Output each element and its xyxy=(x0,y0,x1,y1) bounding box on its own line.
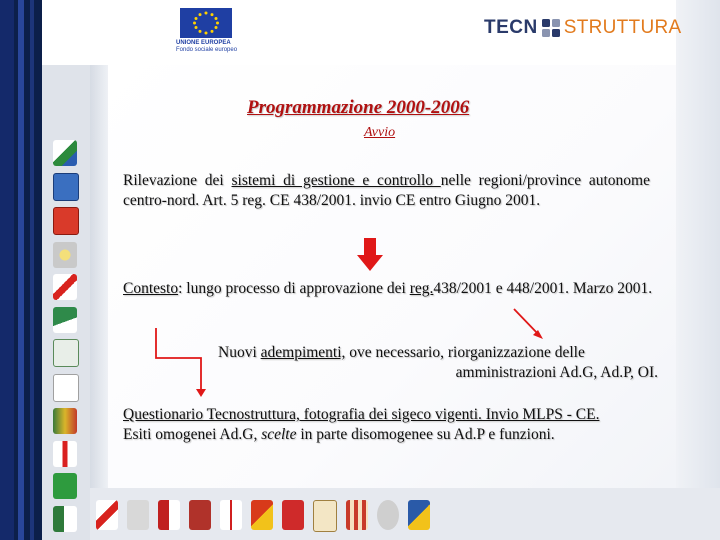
brand-part1: TECN xyxy=(484,17,538,38)
valle-aosta-crest-icon xyxy=(53,242,77,268)
slide-title: Programmazione 2000-2006 xyxy=(247,97,470,118)
p4-line2a: Esiti omogenei Ad.G, xyxy=(123,426,262,443)
molise-crest-icon xyxy=(53,173,79,201)
p3-text-a: Nuovi xyxy=(218,344,261,361)
liguria-crest-icon xyxy=(53,441,77,467)
friuli-crest-icon xyxy=(53,307,77,333)
elbow-arrow-icon xyxy=(156,328,206,397)
toscana-crest-icon xyxy=(53,374,79,402)
p3-text-b: adempimenti, xyxy=(260,344,346,361)
bottom-crests-row xyxy=(96,500,430,534)
p2-label: Contesto xyxy=(123,280,179,297)
slide-subtitle: Avvio xyxy=(364,125,396,140)
brand-part2: STRUTTURA xyxy=(563,17,682,38)
p2-text-a: : lungo processo di approvazione dei xyxy=(178,280,410,297)
p4-line2b: scelte xyxy=(261,426,297,443)
eu-logo-line1: UNIONE EUROPEA xyxy=(176,40,231,46)
sicilia-crest-icon xyxy=(251,500,273,530)
campania-crest-icon xyxy=(346,500,368,530)
abruzzo-crest-icon xyxy=(53,140,77,166)
regional-crests-column xyxy=(53,140,79,538)
veneto-crest-icon xyxy=(53,506,77,532)
p4-line2c: in parte disomogenee su Ad.P e funzioni. xyxy=(296,426,555,443)
lazio-crest-icon xyxy=(96,500,118,530)
emilia-crest-icon xyxy=(53,408,77,434)
eu-logo-line2: Fondo sociale europeo xyxy=(176,47,238,53)
piemonte-crest-icon xyxy=(53,473,77,499)
marche-crest-icon xyxy=(53,274,77,300)
umbria-crest-icon xyxy=(127,500,149,530)
p4-line1: Questionario Tecnostruttura, fotografia dei sigeco vigenti. Invio MLPS - CE. xyxy=(123,406,600,423)
basilicata-crest-icon xyxy=(158,500,180,530)
puglia-crest-icon xyxy=(282,500,304,530)
p1-text-c: nelle regioni/province autonome centro-nord. Art. 5 reg. CE 438/2001. invio CE entro Giugno 2001. xyxy=(123,172,650,209)
calabria-crest-icon xyxy=(189,500,211,530)
p1-text-b: sistemi di gestione e controllo xyxy=(231,172,441,189)
mezzogiorno-crest-icon xyxy=(377,500,399,530)
red-down-arrow-icon xyxy=(357,238,383,271)
p3-text-c: ove necessario, riorganizzazione delle xyxy=(345,344,585,361)
bolzano-crest-icon xyxy=(313,500,337,532)
p3-text-d: amministrazioni Ad.G, Ad.P, OI. xyxy=(455,364,658,381)
sardegna-crest-icon xyxy=(220,500,242,530)
diagonal-arrow-icon xyxy=(514,309,543,339)
p1-text-a: Rilevazione dei xyxy=(123,172,232,189)
p2-text-b: reg. xyxy=(409,280,434,297)
lombardia-crest-icon xyxy=(53,339,79,367)
p2-text-c: 438/2001 e 448/2001. Marzo 2001. xyxy=(433,280,653,297)
ministero-crest-icon xyxy=(408,500,430,530)
trentino-crest-icon xyxy=(53,207,79,235)
